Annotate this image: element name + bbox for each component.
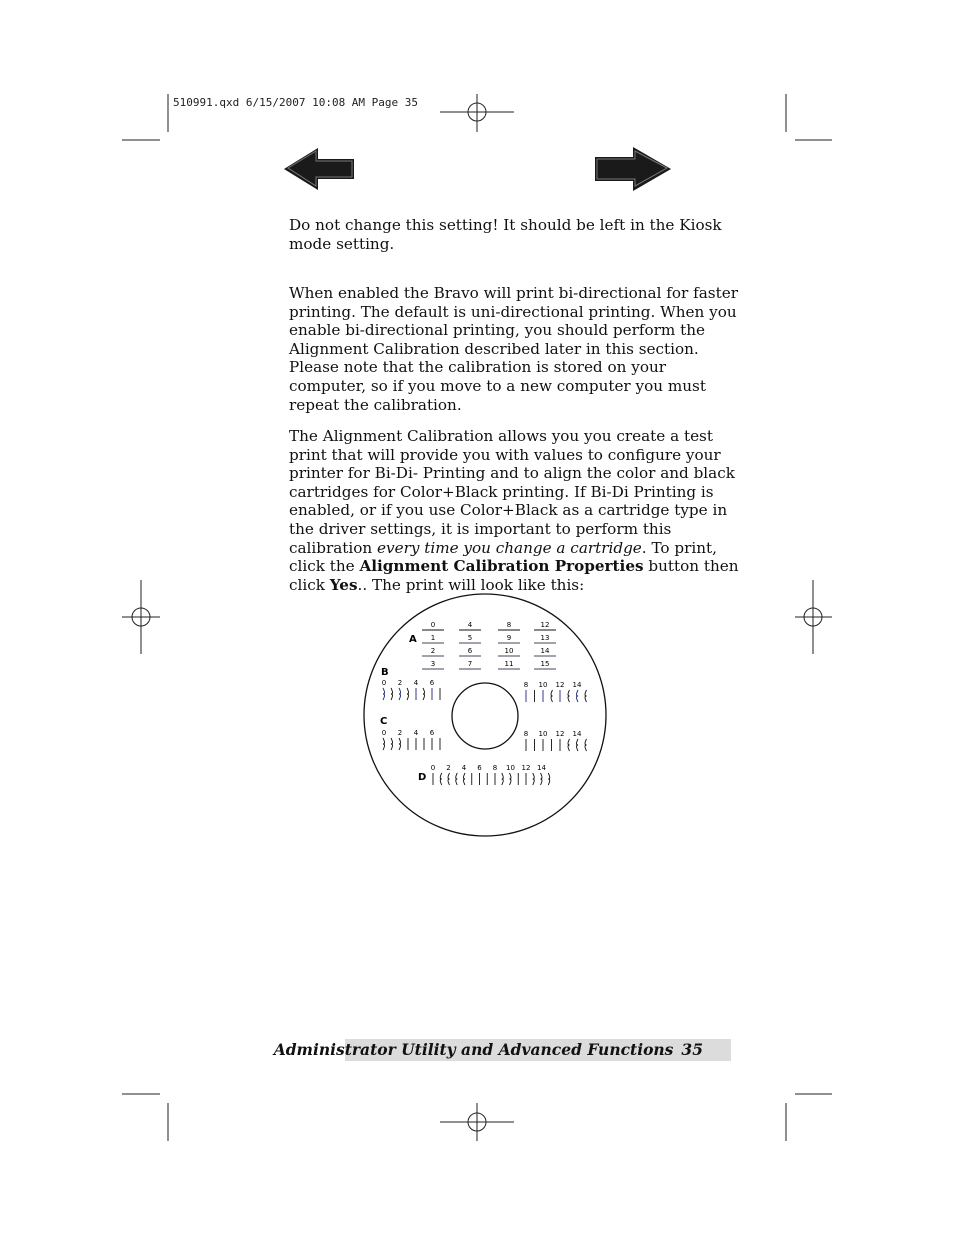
section-a-number: 3 [430,660,436,668]
section-a-label: A [409,634,417,645]
section-a-number: 1 [430,634,436,642]
footer-section-title: Administrator Utility and Advanced Functions [273,1040,674,1059]
section-a-number: 4 [467,621,473,629]
section-a-number: 13 [540,634,550,642]
section-a-number: 14 [540,647,550,655]
section-a-number: 7 [467,660,473,668]
section-a-number: 2 [430,647,436,655]
section-a-number: 6 [467,647,473,655]
tick-label: 0 [430,764,436,772]
footer-title [274,1040,703,1059]
tick-label: 0 [381,729,387,737]
section-b-label: B [381,667,389,678]
tick-label: 8 [523,730,529,738]
section-a-number: 15 [540,660,550,668]
tick-label: 8 [492,764,498,772]
kiosk-warning-paragraph: Do not change this setting! It should be left in the Kiosk mode setting. [289,216,722,253]
tick-label: 4 [413,729,419,737]
tick-label: 4 [413,679,419,687]
calibration-disc [360,592,612,844]
section-a-number: 8 [506,621,512,629]
bidirectional-paragraph: When enabled the Bravo will print bi-directional for faster printing. The default is uni-directional printing. When you enable bi-directional printing, you should perform the Alignment Calibration described later in this section. Please note that the calibration is stored on your computer, so if you move to a new computer you must repeat the calibration. [289,284,738,414]
page-number: 35 [681,1040,703,1059]
tick-label: 6 [477,764,482,772]
file-slug: 510991.qxd 6/15/2007 10:08 AM Page 35 [173,96,419,109]
tick-label: 12 [521,764,531,772]
tick-label: 10 [538,681,548,689]
previous-page-arrow-icon[interactable] [282,146,356,192]
disc-hub [452,683,518,749]
section-a-number: 11 [504,660,514,668]
alignment-calibration-paragraph: The Alignment Calibration allows you you create a test print that will provide you with values to configure your printer for Bi-Di- Printing and to align the color and black cartridges for Color+Black printing. If Bi-Di Printing is enabled, or if you use Color+Black as a cartridge type in the driver settings, it is important to perform this calibration every time you change a cartridge. To print, click the Alignment Calibration Properties button then click Yes.. The print will look like this: [289,427,739,594]
tick-label: 14 [572,681,582,689]
tick-label: 2 [397,679,403,687]
tick-label: 14 [537,764,546,772]
section-a-number: 9 [506,634,512,642]
section-d-label: D [418,772,427,783]
next-page-arrow-icon[interactable] [593,146,673,192]
section-c-label: C [380,716,388,727]
tick-label: 12 [555,730,565,738]
section-a-number: 0 [430,621,436,629]
tick-label: 10 [506,764,515,772]
tick-label: 8 [523,681,529,689]
section-a-number: 10 [504,647,514,655]
tick-label: 10 [538,730,548,738]
tick-label: 2 [397,729,403,737]
tick-label: 2 [446,764,451,772]
tick-label: 6 [429,679,435,687]
tick-label: 4 [461,764,467,772]
tick-label: 14 [572,730,582,738]
section-a-number: 12 [540,621,550,629]
tick-label: 0 [381,679,387,687]
section-a-number: 5 [467,634,473,642]
tick-label: 6 [429,729,435,737]
page-footer [273,1039,731,1061]
tick-label: 12 [555,681,565,689]
